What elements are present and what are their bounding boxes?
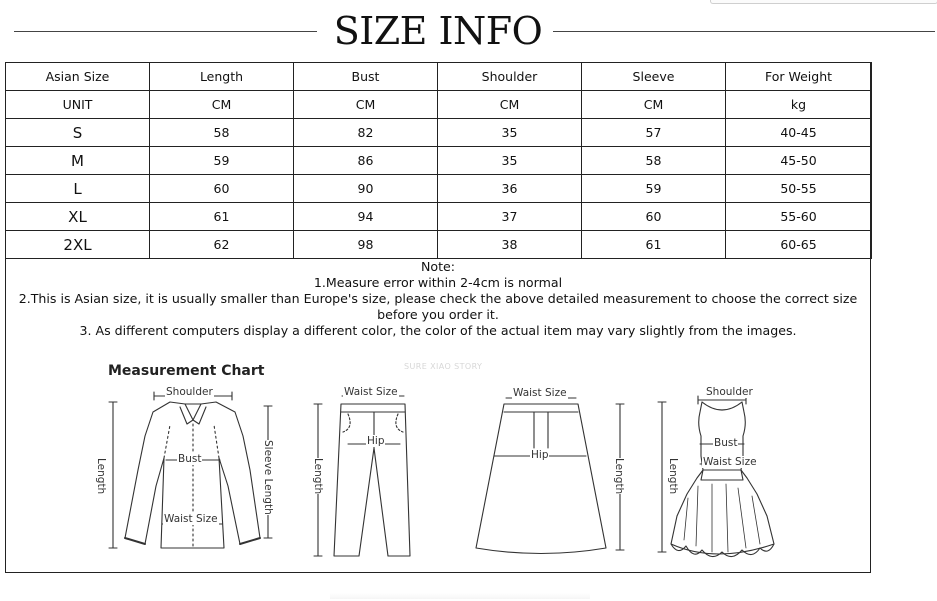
table-cell: 61 (582, 231, 726, 259)
table-cell: 58 (150, 119, 294, 147)
dress-waist-label: Waist Size (703, 456, 757, 468)
page-title: SIZE INFO (333, 9, 543, 53)
note-line-2: 2.This is Asian size, it is usually smaller than Europe's size, please check the above detailed measurement to choose the correct size before you order it. (18, 291, 858, 322)
table-header-cell: Asian Size (6, 63, 150, 91)
skirt-length-label: Length (613, 458, 625, 495)
table-cell: 40-45 (726, 119, 872, 147)
table-header-cell: Shoulder (438, 63, 582, 91)
table-cell: 61 (150, 203, 294, 231)
table-header-cell: Length (150, 63, 294, 91)
table-cell: CM (150, 91, 294, 119)
pants-length-label: Length (312, 458, 324, 495)
table-cell: 50-55 (726, 175, 872, 203)
table-cell: 98 (294, 231, 438, 259)
table-cell: 35 (438, 147, 582, 175)
dress-length-label: Length (667, 458, 679, 495)
table-cell: 60 (150, 175, 294, 203)
table-cell: 59 (582, 175, 726, 203)
table-cell: CM (294, 91, 438, 119)
pants-waist-label: Waist Size (344, 386, 398, 398)
size-label-cell: M (6, 147, 150, 175)
shirt-shoulder-label: Shoulder (166, 386, 213, 398)
pants-icon (314, 396, 410, 556)
table-cell: CM (582, 91, 726, 119)
shirt-waist-label: Waist Size (164, 513, 218, 525)
table-cell: 57 (582, 119, 726, 147)
measurement-chart-title: Measurement Chart (108, 363, 265, 379)
watermark-text: SURE XIAO STORY (404, 362, 483, 371)
table-cell: 86 (294, 147, 438, 175)
shirt-bust-label: Bust (178, 453, 202, 465)
size-label-cell: L (6, 175, 150, 203)
table-cell: 62 (150, 231, 294, 259)
pants-hip-label: Hip (367, 435, 385, 447)
note-line-3: 3. As different computers display a different color, the color of the actual item may vary slightly from the images. (79, 323, 797, 338)
table-cell: 35 (438, 119, 582, 147)
skirt-icon (476, 398, 624, 554)
table-header-cell: Bust (294, 63, 438, 91)
table-cell: 55-60 (726, 203, 872, 231)
table-cell: 60 (582, 203, 726, 231)
notes-heading: Note: (420, 259, 456, 274)
table-cell: 45-50 (726, 147, 872, 175)
bottom-fade (330, 593, 590, 599)
dress-shoulder-label: Shoulder (706, 386, 753, 398)
table-cell: 37 (438, 203, 582, 231)
table-cell: kg (726, 91, 872, 119)
table-cell: CM (438, 91, 582, 119)
table-cell: 59 (150, 147, 294, 175)
shirt-length-label: Length (95, 458, 107, 495)
table-cell: 90 (294, 175, 438, 203)
table-header-cell: Sleeve (582, 63, 726, 91)
table-cell: 36 (438, 175, 582, 203)
skirt-waist-label: Waist Size (513, 387, 567, 399)
table-cell: 38 (438, 231, 582, 259)
table-header-cell: For Weight (726, 63, 872, 91)
table-cell: 82 (294, 119, 438, 147)
table-cell: 58 (582, 147, 726, 175)
skirt-hip-label: Hip (531, 449, 549, 461)
table-cell: 94 (294, 203, 438, 231)
size-label-cell: S (6, 119, 150, 147)
shirt-sleeve-label: Sleeve Length (262, 440, 274, 515)
table-cell: UNIT (6, 91, 150, 119)
dress-bust-label: Bust (714, 437, 738, 449)
size-label-cell: 2XL (6, 231, 150, 259)
note-line-1: 1.Measure error within 2-4cm is normal (313, 275, 563, 290)
table-cell: 60-65 (726, 231, 872, 259)
size-label-cell: XL (6, 203, 150, 231)
